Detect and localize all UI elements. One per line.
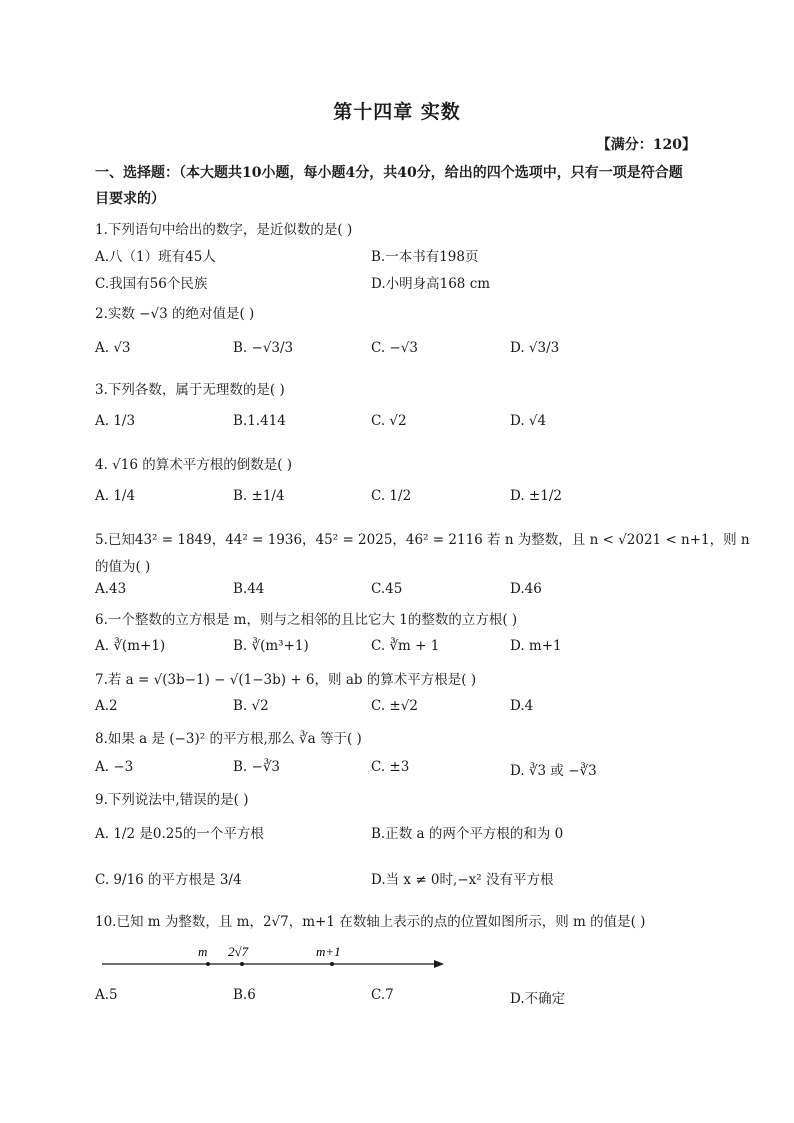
number-line-figure <box>100 940 450 980</box>
question-9-option-c: C. 9/16 的平方根是 3/4 <box>95 872 242 888</box>
question-8-option-b: B. −∛3 <box>233 759 281 775</box>
question-3-option-b: B.1.414 <box>233 413 286 429</box>
question-6-option-d: D. m+1 <box>510 638 562 654</box>
question-4-option-b: B. ±1/4 <box>233 488 285 504</box>
number-line-arrow <box>434 960 444 968</box>
question-6-option-b: B. ∛(m³+1) <box>233 638 309 654</box>
question-1-option-c: C.我国有56个民族 <box>95 276 208 292</box>
question-2-option-a: A. √3 <box>95 340 131 356</box>
question-6-option-c: C. ∛m + 1 <box>371 638 440 654</box>
question-3-option-d: D. √4 <box>510 413 547 429</box>
point-m <box>206 962 210 966</box>
question-5-stem-cont: 的值为( ) <box>95 559 151 575</box>
question-2-option-b: B. −√3/3 <box>233 340 294 356</box>
question-4-option-c: C. 1/2 <box>371 488 412 504</box>
question-10-option-b: B.6 <box>233 987 256 1003</box>
question-5-option-c: C.45 <box>371 581 403 597</box>
question-4-stem: 4. √16 的算术平方根的倒数是( ) <box>95 457 293 473</box>
label-m: m <box>198 944 208 959</box>
question-5-option-d: D.46 <box>510 581 542 597</box>
question-2-option-d: D. √3/3 <box>510 340 560 356</box>
question-3-stem: 3.下列各数，属于无理数的是( ) <box>95 382 285 398</box>
question-2-option-c: C. −√3 <box>371 340 418 356</box>
question-5-stem: 5.已知43² = 1849，44² = 1936，45² = 2025，46² = 2116 若 n 为整数，且 n < √2021 < n+1，则 n <box>95 532 750 548</box>
question-9-stem: 9.下列说法中,错误的是( ) <box>95 792 249 808</box>
question-1-option-b: B.一本书有198页 <box>371 249 479 265</box>
question-10-option-c: C.7 <box>371 987 394 1003</box>
question-7-option-b: B. √2 <box>233 698 269 714</box>
label-2sqrt7: 2√7 <box>228 944 249 959</box>
question-1-stem: 1.下列语句中给出的数字，是近似数的是( ) <box>95 222 353 238</box>
full-score-label: 【满分：120】 <box>596 137 696 153</box>
question-7-option-c: C. ±√2 <box>371 698 418 714</box>
point-m-plus-1 <box>330 962 334 966</box>
question-4-option-a: A. 1/4 <box>95 488 136 504</box>
question-4-option-d: D. ±1/2 <box>510 488 562 504</box>
question-8-option-a: A. −3 <box>95 759 134 775</box>
question-3-option-c: C. √2 <box>371 413 407 429</box>
question-8-option-c: C. ±3 <box>371 759 410 775</box>
question-7-option-d: D.4 <box>510 698 534 714</box>
question-9-option-b: B.正数 a 的两个平方根的和为 0 <box>371 826 564 842</box>
label-m-plus-1: m+1 <box>316 944 341 959</box>
question-9-option-d: D.当 x ≠ 0时,−x² 没有平方根 <box>371 872 554 888</box>
question-6-option-a: A. ∛(m+1) <box>95 638 166 654</box>
question-1-option-a: A.八（1）班有45人 <box>95 249 216 265</box>
question-10-option-a: A.5 <box>95 987 118 1003</box>
question-7-option-a: A.2 <box>95 698 118 714</box>
page-title: 第十四章 实数 <box>333 101 461 123</box>
question-2-stem: 2.实数 −√3 的绝对值是( ) <box>95 306 255 322</box>
question-3-option-a: A. 1/3 <box>95 413 136 429</box>
question-6-stem: 6.一个整数的立方根是 m，则与之相邻的且比它大 1的整数的立方根( ) <box>95 612 518 628</box>
question-10-stem: 10.已知 m 为整数，且 m，2√7，m+1 在数轴上表示的点的位置如图所示，则 m 的值是( ) <box>95 914 646 930</box>
question-10-option-d: D.不确定 <box>510 991 566 1007</box>
question-5-option-a: A.43 <box>95 581 127 597</box>
question-5-option-b: B.44 <box>233 581 265 597</box>
question-8-stem: 8.如果 a 是 (−3)² 的平方根,那么 ∛a 等于( ) <box>95 731 362 747</box>
section-heading: 一、选择题：（本大题共10小题，每小题4分，共40分，给出的四个选项中，只有一项是符合题目要求的） <box>95 165 683 207</box>
question-8-option-d: D. ∛3 或 −∛3 <box>510 763 597 779</box>
point-2sqrt7 <box>240 962 244 966</box>
question-7-stem: 7.若 a = √(3b−1) − √(1−3b) + 6，则 ab 的算术平方根是( ) <box>95 672 477 688</box>
question-9-option-a: A. 1/2 是0.25的一个平方根 <box>95 826 264 842</box>
question-1-option-d: D.小明身高168 cm <box>371 276 491 292</box>
